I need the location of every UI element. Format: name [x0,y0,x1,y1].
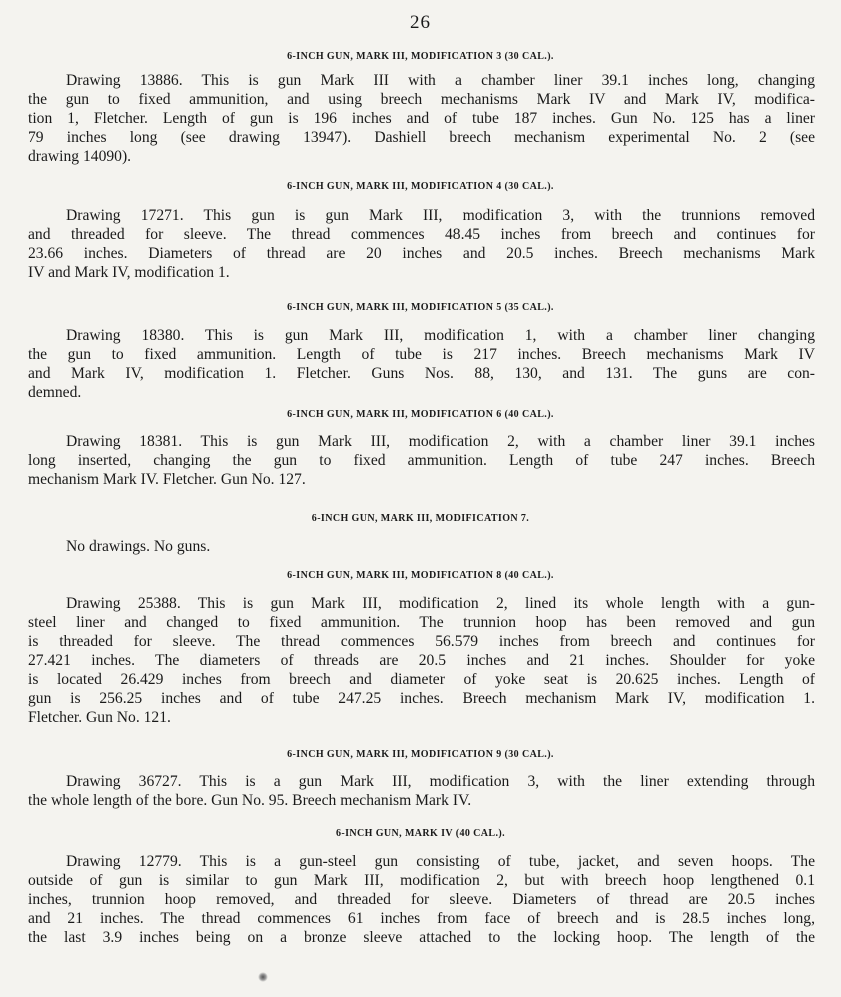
paragraph-line: drawing 14090). [28,148,132,165]
paragraph-line: Drawing 13886. This is gun Mark III with a chamber liner 39.1 inches long, changing [66,72,815,89]
page-number: 26 [410,12,431,33]
paragraph-line: and threaded for sleeve. The thread commences 48.45 inches from breech and continues for [28,226,815,243]
section-paragraph [28,537,815,556]
paragraph-line: 79 inches long (see drawing 13947). Dashiell breech mechanism experimental No. 2 (see [28,129,815,146]
paragraph-line: is threaded for sleeve. The thread commences 56.579 inches from breech and continues for [28,633,815,650]
paragraph-line: Drawing 17271. This gun is gun Mark III, modification 3, with the trunnions removed [66,207,815,224]
paragraph-line: steel liner and changed to fixed ammunition. The trunnion hoop has been removed and gun [28,614,815,631]
paragraph-line: No drawings. No guns. [66,538,211,555]
ink-smudge [258,972,268,982]
paragraph-line: is located 26.429 inches from breech and diameter of yoke seat is 20.625 inches. Length of [28,671,815,688]
paragraph-line: Drawing 12779. This is a gun-steel gun consisting of tube, jacket, and seven hoops. The [66,853,815,870]
section-heading: 6-INCH GUN, MARK III, MODIFICATION 6 (40 CAL.). [287,409,554,420]
paragraph-line: and Mark IV, modification 1. Fletcher. Guns Nos. 88, 130, and 131. The guns are con- [28,365,815,382]
paragraph-line: mechanism Mark IV. Fletcher. Gun No. 127. [28,471,306,488]
section-heading: 6-INCH GUN, MARK III, MODIFICATION 5 (35 CAL.). [287,302,554,313]
section-paragraph [28,852,815,947]
paragraph-line: Fletcher. Gun No. 121. [28,709,171,726]
paragraph-line: and 21 inches. The thread commences 61 inches from face of breech and is 28.5 inches long, [28,910,815,927]
paragraph-line: IV and Mark IV, modification 1. [28,264,230,281]
paragraph-line: Drawing 25388. This is gun Mark III, modification 2, lined its whole length with a gun- [66,595,815,612]
section-paragraph [28,71,815,166]
section-heading: 6-INCH GUN, MARK IV (40 CAL.). [335,828,506,839]
section-paragraph [28,326,815,402]
paragraph-line: inches, trunnion hoop removed, and threaded for sleeve. Diameters of thread are 20.5 inches [28,891,815,908]
paragraph-line: the gun to fixed ammunition. Length of tube is 217 inches. Breech mechanisms Mark IV [28,346,815,363]
paragraph-line: 23.66 inches. Diameters of thread are 20 inches and 20.5 inches. Breech mechanisms Mark [28,245,815,262]
section-paragraph [28,206,815,282]
paragraph-line: Drawing 18380. This is gun Mark III, modification 1, with a chamber liner changing [66,327,815,344]
section-paragraph [28,594,815,727]
paragraph-line: tion 1, Fletcher. Length of gun is 196 inches and of tube 187 inches. Gun No. 125 has a liner [28,110,815,127]
section-paragraph [28,432,815,489]
paragraph-line: outside of gun is similar to gun Mark III, modification 2, but with breech hoop lengthened 0.1 [28,872,815,889]
paragraph-line: the last 3.9 inches being on a bronze sleeve attached to the locking hoop. The length of the [28,929,815,946]
paragraph-line: Drawing 18381. This is gun Mark III, modification 2, with a chamber liner 39.1 inches [66,433,815,450]
paragraph-line: Drawing 36727. This is a gun Mark III, modification 3, with the liner extending through [66,773,815,790]
section-heading: 6-INCH GUN, MARK III, MODIFICATION 4 (30 CAL.). [287,181,554,192]
section-paragraph [28,772,815,810]
paragraph-line: long inserted, changing the gun to fixed ammunition. Length of tube 247 inches. Breech [28,452,815,469]
paragraph-line: demned. [28,384,82,401]
paragraph-line: the whole length of the bore. Gun No. 95. Breech mechanism Mark IV. [28,792,472,809]
section-heading: 6-INCH GUN, MARK III, MODIFICATION 3 (30 CAL.). [287,51,554,62]
paragraph-line: gun is 256.25 inches and of tube 247.25 inches. Breech mechanism Mark IV, modification 1. [28,690,815,707]
section-heading: 6-INCH GUN, MARK III, MODIFICATION 9 (30 CAL.). [287,749,554,760]
section-heading: 6-INCH GUN, MARK III, MODIFICATION 8 (40 CAL.). [287,570,554,581]
paragraph-line: the gun to fixed ammunition, and using breech mechanisms Mark IV and Mark IV, modifica- [28,91,815,108]
section-heading: 6-INCH GUN, MARK III, MODIFICATION 7. [311,513,530,524]
paragraph-line: 27.421 inches. The diameters of threads are 20.5 inches and 21 inches. Shoulder for yoke [28,652,815,669]
